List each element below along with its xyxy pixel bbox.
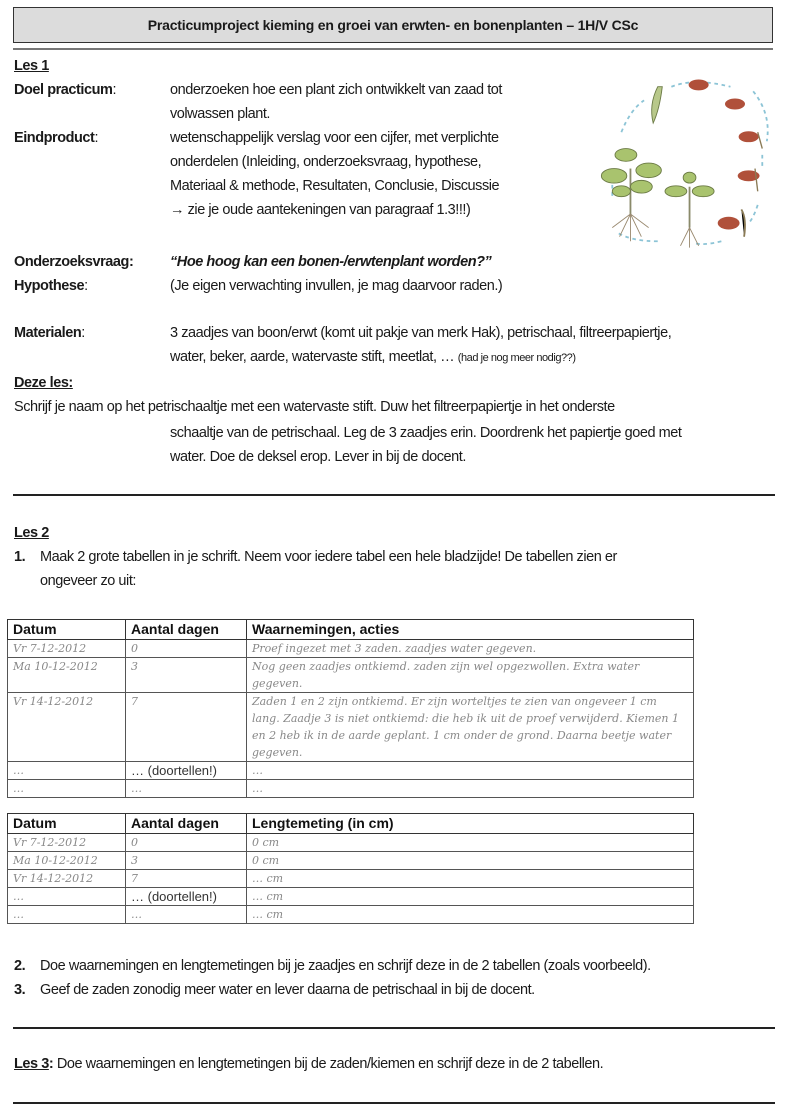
cell-dagen: … (doortellen!) xyxy=(126,888,247,906)
doel-line-1: onderzoeken hoe een plant zich ontwikkelt van zaad tot xyxy=(170,82,502,98)
cell-lengte: … cm xyxy=(247,888,694,906)
onderzoeksvraag-value: “Hoe hoog kan een bonen-/erwtenplant worden?” xyxy=(170,254,492,270)
table-row xyxy=(8,762,694,780)
cell-waarneming: … xyxy=(247,780,694,798)
observations-table xyxy=(7,619,694,798)
table-row xyxy=(8,640,694,658)
cell-datum: … xyxy=(8,906,126,924)
cell-datum: Ma 10-12-2012 xyxy=(8,658,126,693)
table-row xyxy=(8,870,694,888)
col-header-aantal-dagen: Aantal dagen xyxy=(126,814,247,834)
hypothese-label: Hypothese: xyxy=(14,278,88,294)
eindproduct-line-4: → zie je oude aantekeningen van paragraaf 1.3!!!) xyxy=(170,202,471,218)
col-header-lengtemeting: Lengtemeting (in cm) xyxy=(247,814,694,834)
eindproduct-label: Eindproduct: xyxy=(14,130,99,146)
eindproduct-line-1: wetenschappelijk verslag voor een cijfer, met verplichte xyxy=(170,130,499,146)
cell-dagen: 7 xyxy=(126,693,247,762)
cell-datum: Ma 10-12-2012 xyxy=(8,852,126,870)
cell-waarneming: … xyxy=(247,762,694,780)
materialen-line-2: water, beker, aarde, watervaste stift, meetlat, … (had je nog meer nodig??) xyxy=(170,349,576,365)
table-row xyxy=(8,852,694,870)
cell-datum: Vr 14-12-2012 xyxy=(8,870,126,888)
table-header-row xyxy=(8,620,694,640)
cell-datum: … xyxy=(8,762,126,780)
cell-dagen: 3 xyxy=(126,852,247,870)
les3-heading: Les 3 xyxy=(14,1056,49,1072)
cell-waarneming: Nog geen zaadjes ontkiemd. zaden zijn wel opgezwollen. Extra water gegeven. xyxy=(247,658,694,693)
table-row xyxy=(8,888,694,906)
cell-dagen: 0 xyxy=(126,640,247,658)
cell-datum: Vr 14-12-2012 xyxy=(8,693,126,762)
cell-waarneming: Proef ingezet met 3 zaden. zaadjes water gegeven. xyxy=(247,640,694,658)
section-divider-2 xyxy=(13,1027,775,1029)
cell-dagen: … xyxy=(126,780,247,798)
table-row xyxy=(8,693,694,762)
document-title: Practicumproject kieming en groei van erwten- en bonenplanten – 1H/V CSc xyxy=(147,17,639,33)
cell-dagen: … (doortellen!) xyxy=(126,762,247,780)
doel-label: Doel practicum: xyxy=(14,82,117,98)
table-header-row xyxy=(8,814,694,834)
table-row xyxy=(8,658,694,693)
deze-les-line-2: schaaltje van de petrischaal. Leg de 3 zaadjes erin. Doordrenk het papiertje goed met xyxy=(170,425,682,441)
length-measurements-table xyxy=(7,813,694,924)
step3-text: Geef de zaden zonodig meer water en lever daarna de petrischaal in bij de docent. xyxy=(40,982,535,998)
cell-waarneming: Zaden 1 en 2 zijn ontkiemd. Er zijn worteltjes te zien van ongeveer 1 cm lang. Zaadje 3 is niet ontkiemd: die heb ik uit de proef verwijderd. Kiemen 1 en 2 heb ik in de aarde geplant. 1 cm onder de grond. Daarna beetje water gegeven. xyxy=(247,693,694,762)
materialen-note: (had je nog meer nodig??) xyxy=(457,352,576,364)
les1-heading: Les 1 xyxy=(14,58,49,74)
les3-text: Doe waarnemingen en lengtemetingen bij de zaden/kiemen en schrijf deze in de 2 tabellen. xyxy=(53,1056,604,1072)
materialen-label: Materialen: xyxy=(14,325,85,341)
col-header-datum: Datum xyxy=(8,620,126,640)
les3-line: Les 3: Doe waarnemingen en lengtemetingen bij de zaden/kiemen en schrijf deze in de 2 tabellen. xyxy=(14,1056,604,1072)
les2-heading: Les 2 xyxy=(14,525,49,541)
eindproduct-line-2: onderdelen (Inleiding, onderzoeksvraag, hypothese, xyxy=(170,154,482,170)
step1-line-2: ongeveer zo uit: xyxy=(40,573,136,589)
step2-text: Doe waarnemingen en lengtemetingen bij je zaadjes en schrijf deze in de 2 tabellen (zoals voorbeeld). xyxy=(40,958,651,974)
step3-number: 3. xyxy=(14,982,26,998)
cell-lengte: … cm xyxy=(247,870,694,888)
onderzoeksvraag-label: Onderzoeksvraag: xyxy=(14,254,134,270)
col-header-datum: Datum xyxy=(8,814,126,834)
cell-lengte: … cm xyxy=(247,906,694,924)
step2-number: 2. xyxy=(14,958,26,974)
col-header-waarnemingen: Waarnemingen, acties xyxy=(247,620,694,640)
cell-dagen: … xyxy=(126,906,247,924)
table-row xyxy=(8,906,694,924)
cell-datum: Vr 7-12-2012 xyxy=(8,834,126,852)
eindproduct-line-3: Materiaal & methode, Resultaten, Conclusie, Discussie xyxy=(170,178,500,194)
section-divider-1 xyxy=(13,494,775,496)
cell-datum: … xyxy=(8,888,126,906)
step1-line-1: Maak 2 grote tabellen in je schrift. Neem voor iedere tabel een hele bladzijde! De tabellen zien er xyxy=(40,549,617,565)
doel-line-2: volwassen plant. xyxy=(170,106,270,122)
cell-dagen: 3 xyxy=(126,658,247,693)
cell-datum: Vr 7-12-2012 xyxy=(8,640,126,658)
document-title-box xyxy=(13,7,773,43)
cell-lengte: 0 cm xyxy=(247,852,694,870)
hypothese-value: (Je eigen verwachting invullen, je mag daarvoor raden.) xyxy=(170,278,503,294)
cell-dagen: 0 xyxy=(126,834,247,852)
step1-number: 1. xyxy=(14,549,26,565)
deze-les-heading: Deze les: xyxy=(14,375,73,391)
deze-les-line-1: Schrijf je naam op het petrischaaltje met een watervaste stift. Duw het filtreerpapiertje in het onderste xyxy=(14,399,615,415)
cell-dagen: 7 xyxy=(126,870,247,888)
cell-datum: … xyxy=(8,780,126,798)
header-divider xyxy=(13,48,773,50)
section-divider-3 xyxy=(13,1102,775,1104)
materialen-line-1: 3 zaadjes van boon/erwt (komt uit pakje van merk Hak), petrischaal, filtreerpapiertje, xyxy=(170,325,672,341)
bean-life-cycle-illustration xyxy=(585,64,785,264)
table-row xyxy=(8,780,694,798)
cell-lengte: 0 cm xyxy=(247,834,694,852)
deze-les-line-3: water. Doe de deksel erop. Lever in bij de docent. xyxy=(170,449,466,465)
table-row xyxy=(8,834,694,852)
col-header-aantal-dagen: Aantal dagen xyxy=(126,620,247,640)
